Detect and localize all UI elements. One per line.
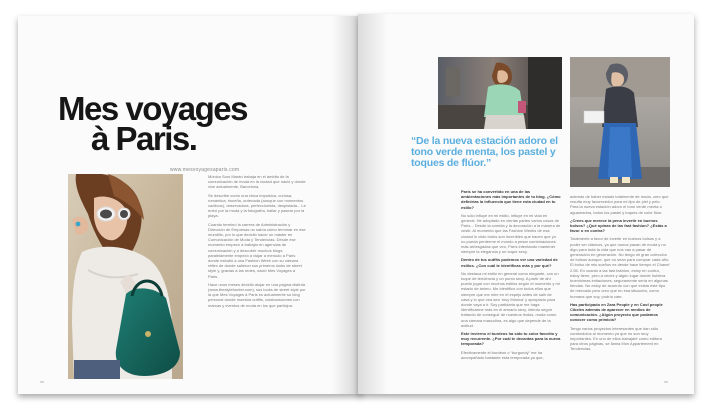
interview-question: Este invierno el burdeos ha sido tu color favorito y muy recurrente. ¿Por cuál te decantas para la nueva temporada?: [461, 331, 561, 347]
intro-paragraph: Mónica Sors Marán trabaja en el ámbito de la comunicación de moda en la ciudad que nació y donde vive actualmente, Barcelona.: [208, 174, 306, 190]
page-number-left: xx: [40, 379, 44, 384]
interview-answer: Efectivamente el burdeos o “burgundy” me ha acompañado bastante esta temporada ya que,: [461, 349, 544, 360]
portrait-photo: [68, 174, 183, 379]
intro-paragraph: Cuando terminó la carrera de Administración y Dirección de Empresas no sabía cómo terminar en ese mundillo, por lo que decidió hacer un máster en Comunicación de Moda y Tendencias. Desde ese momento empezó a trabajar en agencias de comunicación y a descubrir muchos blogs, paralelamente empezó a viajar a menudo a París donde estudió a una Fashion Week con su cámara réflex de donde salieron sus primeros looks de street style y, gracias a las redes, nació Mes Voyages à Paris.: [208, 221, 306, 279]
article-title: [58, 90, 278, 157]
blog-url: www.mesvoyagesaparis.com: [170, 167, 240, 173]
interview-question: Has participado en Zara People y en Cool people Cibeles además de aparecer en medios de comunicación. ¿Algún proyecto que podamos conocer como primicia?: [570, 301, 663, 323]
pull-quote: “De la nueva estación adoro el tono verde menta, los pastel y toques de flúor.”: [411, 135, 558, 169]
street-photo-wide: [438, 57, 562, 129]
title-line-1: Mes voyages: [58, 90, 247, 127]
interview-column-1: [461, 189, 561, 363]
interview-answer: No sólo influye en mi estilo, influye en mi vida en general. He adoptado en ciertas partes varios cosas de París... Desde la comida y la decoración a la manera de vestir. Al momento que las Fashion Weeks de esa ciudad lo visto todos son increíbles que hacen que yo no pueda perderme el mundo a pesar combinaciones más arriesgadas que veo, París intentando mantener siempre la elegancia y un toque sexy.: [461, 212, 561, 255]
street-photo-tall-drawing: [570, 57, 670, 187]
portrait-photo-drawing: [68, 174, 183, 379]
interview-answer: Tengo varios proyectos interesantes que han sido contándolos al momento ya que no son muy importantes. En uno de ellos trabajaré como editora para otros páginas, se llama Mon Appartement en Tendencias.: [570, 325, 662, 352]
street-photo-wide-drawing: [438, 57, 562, 129]
gutter-shadow-right: [358, 14, 388, 394]
street-photo-tall: [570, 57, 670, 187]
right-page: [358, 14, 694, 394]
intro-paragraph: Hace unos meses decidió alojar en una página distinta (www.thestylehunter.com), sus looks de street style por la que Mes Voyages à Paris es actualmente su blog personal donde muestra outfits, colaboraciones con marcas y eventos de moda en los que participa.: [208, 281, 306, 308]
interview-column-2: [570, 194, 670, 355]
interview-question: París se ha convertido en una de las ambientaciones más importantes de tu blog. ¿Cómo definirías la influencia que tiene esta ciudad en tu estilo?: [461, 189, 561, 210]
interview-question: ¿Crees que merece la pena invertir en buenos bolsos? ¿Qué opinas de las fast fashion? ¿Estás a favor o en contra?: [570, 217, 667, 234]
interview-answer: No destaca mi estilo en general como elegante, con un toque de tendencia y un punto sexy. A partir de ahí puedo jugar con muchos estilos según el momento y mi estado de ánimo. Me identifico con todos ellos que siempre que me mire en el espejo antes de salir de casa y lo que vea sea ‘muy Mónica’ y apropiado para donde vaya a ir. Soy partidaria que me haga identificarme más en el armario sexy, intento seguir tratando de conseguir de nuestros lindos, moda como una cámara masculina, es algo que depende de la actitud.: [461, 270, 560, 328]
interview-answer: además de haber estado totalmente de moda, creo que resulta muy favorecedor para mi tipo de piel y pelo. Para la nueva estación adoro el tono verde menta o aguamarina, todos los pastel y toques de color flúor.: [570, 194, 669, 215]
intro-paragraph: Se describe como una chica impulsiva, curiosa, romántica, risueña, ordenada (aunque con momentos caóticos), observadora, perfeccionista, despistada... Le entró por la moda y la fotografía, bailar y pasear por la playa.: [208, 192, 306, 219]
interview-answer: Totalmente a favor de invertir en buenos bolsos y a poder ser clásicos, ya que nunca pasan de moda y no digo para toda la vida que nos van a pasar de generación en generación. No tengo mi gran colección de bolsos aunque, que no sean para comprar cada año. El bolso de mis sueños es desde hace tiempo el Chanel 2.55. En cuanto a las fast fashion, estoy en contra, estoy tiene, pero a veces y algún lugar donde hubiera buenísimas imitaciones, seguramente sería en algunas tiendas. No estoy de acuerdo con que exista este tipo de mercado pero creo que en esa situación, como humana que soy, podría caer.: [570, 236, 670, 299]
left-page: [18, 16, 362, 394]
intro-column: [208, 174, 306, 311]
page-number-right: xx: [664, 379, 668, 384]
title-line-2: à Paris.: [91, 120, 197, 157]
interview-question: Dentro de tus outfits podemos ver una variedad de estilos. ¿Con cuál te identificas más y por qué?: [461, 257, 558, 268]
